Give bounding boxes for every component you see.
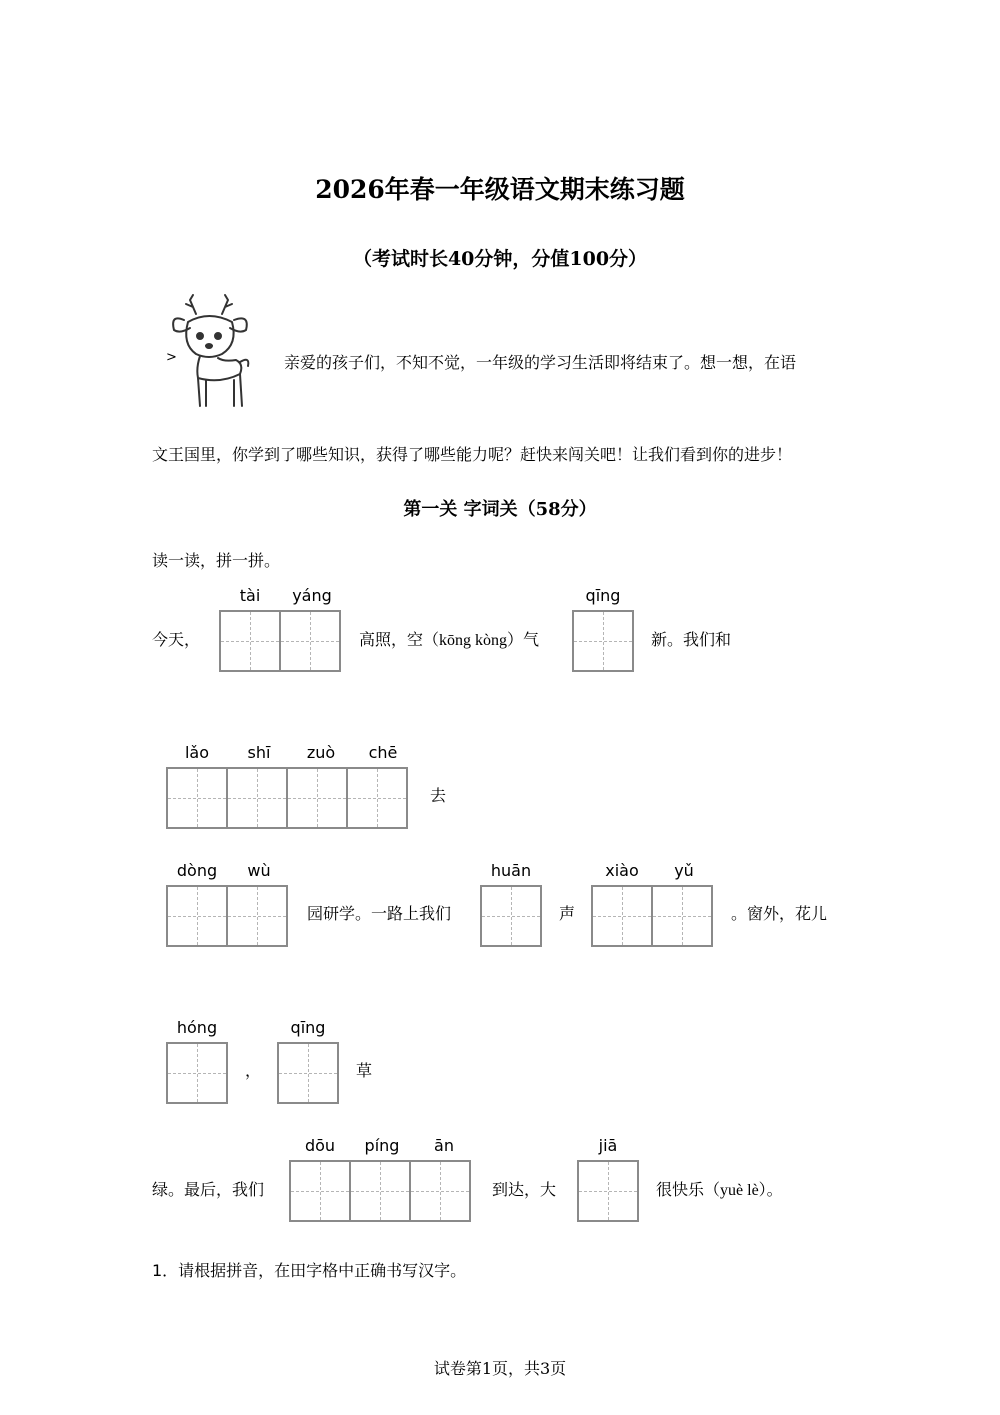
tianzige-cell[interactable] xyxy=(480,885,542,947)
tianzige-cell[interactable] xyxy=(572,610,634,672)
tianzige-cell[interactable] xyxy=(279,610,341,672)
page-footer: 试卷第1页，共3页 xyxy=(433,1359,567,1378)
pinyin-label: huān xyxy=(490,861,532,880)
tianzige-cell[interactable] xyxy=(166,767,228,829)
tianzige-cell[interactable] xyxy=(346,767,408,829)
tianzige-cell[interactable] xyxy=(226,767,288,829)
tianzige-cell[interactable] xyxy=(289,1160,351,1222)
tianzige-cell[interactable] xyxy=(219,610,281,672)
passage-fragment: 高照，空 xyxy=(359,630,424,649)
passage-text: 声 xyxy=(559,904,576,923)
passage-text: 到达，大 xyxy=(492,1180,557,1199)
pinyin-label: dòng xyxy=(176,861,218,880)
question-1: 1．请根据拼音，在田字格中正确书写汉字。 xyxy=(152,1261,467,1280)
section-instruction: 读一读，拼一拼。 xyxy=(152,551,281,570)
tianzige-cell[interactable] xyxy=(286,767,348,829)
tianzige-cell[interactable] xyxy=(577,1160,639,1222)
pinyin-label: chē xyxy=(368,743,398,762)
passage-fragment: 气 xyxy=(523,630,540,649)
intro-line-1: 亲爱的孩子们，不知不觉，一年级的学习生活即将结束了。想一想，在语 xyxy=(284,353,797,372)
pinyin-choice: （kōng kòng） xyxy=(423,632,524,649)
passage-text: ， xyxy=(245,1061,262,1080)
tianzige-cell[interactable] xyxy=(651,885,713,947)
tianzige-cell[interactable] xyxy=(349,1160,411,1222)
passage-text: 。窗外，花儿 xyxy=(731,904,828,923)
page-title: 2026年春一年级语文期末练习题 xyxy=(315,175,685,204)
pinyin-label: hóng xyxy=(176,1018,218,1037)
passage-text xyxy=(656,1180,783,1201)
passage-text: 新。我们和 xyxy=(651,630,732,649)
section-title: 第一关 字词关（58分） xyxy=(403,499,597,520)
passage-text: 绿。最后，我们 xyxy=(152,1180,265,1199)
pinyin-label: shī xyxy=(247,743,271,762)
pinyin-label: xiào xyxy=(605,861,639,880)
tianzige-cell[interactable] xyxy=(591,885,653,947)
passage-fragment: 。 xyxy=(766,1180,783,1199)
pinyin-label: yǔ xyxy=(674,861,694,880)
passage-text: 今天， xyxy=(152,630,201,649)
pinyin-label: tài xyxy=(239,586,261,605)
tianzige-cell[interactable] xyxy=(409,1160,471,1222)
passage-text xyxy=(359,630,539,651)
passage-text: 去 xyxy=(430,786,447,805)
pinyin-label: lǎo xyxy=(184,743,210,762)
page-subtitle: （考试时长40分钟，分值100分） xyxy=(352,248,648,270)
pinyin-label: dōu xyxy=(304,1136,336,1155)
tianzige-cell[interactable] xyxy=(166,1042,228,1104)
passage-text: 园研学。一路上我们 xyxy=(307,904,452,923)
pinyin-label: píng xyxy=(364,1136,400,1155)
intro-line-2: 文王国里，你学到了哪些知识，获得了哪些能力呢？赶快来闯关吧！让我们看到你的进步！ xyxy=(152,445,793,464)
mascot-arrow: > xyxy=(166,350,177,365)
pinyin-label: zuò xyxy=(306,743,336,762)
pinyin-label: qīng xyxy=(585,586,621,605)
pinyin-label: jiā xyxy=(598,1136,618,1155)
passage-fragment: 很快乐 xyxy=(656,1180,705,1199)
pinyin-label: yáng xyxy=(292,586,332,605)
pinyin-choice: （yuè lè） xyxy=(704,1182,767,1199)
pinyin-label: qīng xyxy=(290,1018,326,1037)
pinyin-label: ān xyxy=(434,1136,454,1155)
passage-text: 草 xyxy=(356,1061,373,1080)
tianzige-cell[interactable] xyxy=(226,885,288,947)
pinyin-label: wù xyxy=(247,861,271,880)
tianzige-cell[interactable] xyxy=(166,885,228,947)
tianzige-cell[interactable] xyxy=(277,1042,339,1104)
